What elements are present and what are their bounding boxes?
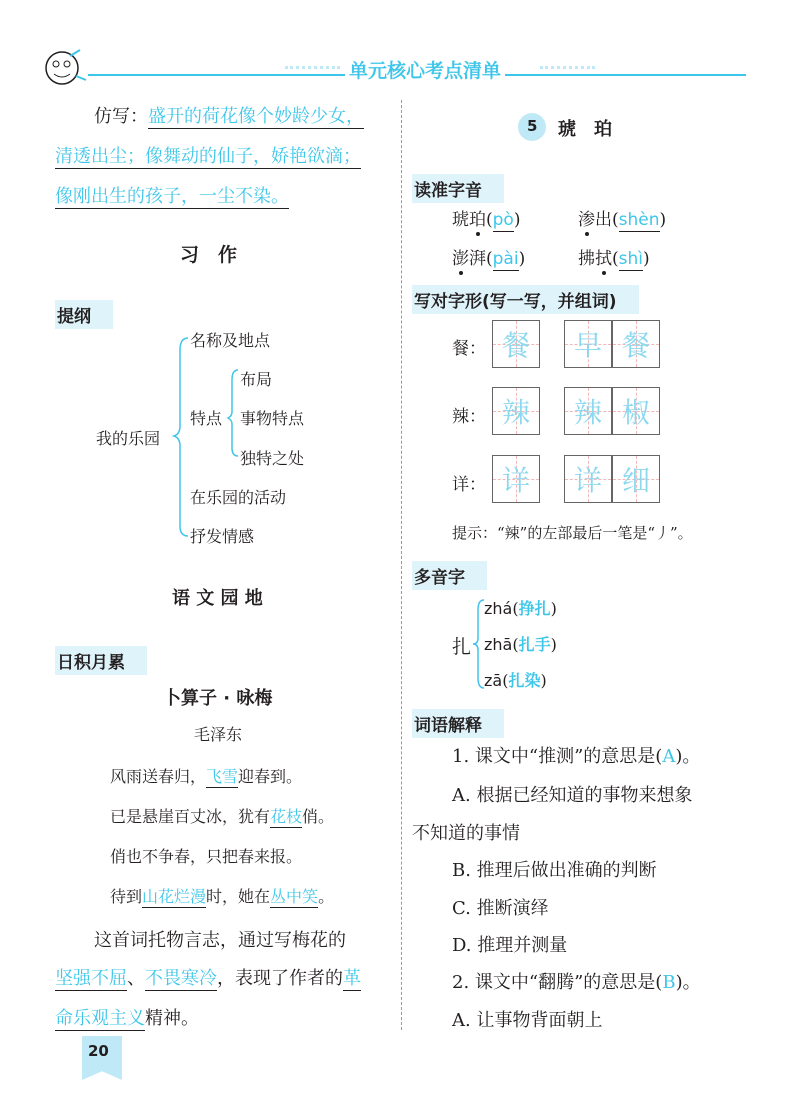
poem-title: 卜算子 · 咏梅	[163, 688, 273, 709]
poly-tag: 多音字	[412, 561, 487, 590]
pron-item-3: 澎湃(pài)	[452, 249, 526, 269]
poly-reading-3: zā(扎染)	[484, 671, 547, 690]
pron-item-4: 拂拭(shì)	[578, 249, 650, 269]
outline-branch-2: 特点	[190, 409, 223, 428]
poly-reading-1: zhá(挣扎)	[484, 599, 557, 618]
header-dots-right	[540, 66, 595, 69]
outline-branch-2b: 事物特点	[240, 409, 305, 428]
hint: 提示：“辣”的左部最后一笔是“丿”。	[452, 524, 693, 542]
mascot-icon	[40, 46, 90, 88]
write-grid-cell: 餐	[492, 320, 540, 368]
poly-reading-2: zhā(扎手)	[484, 635, 557, 654]
outline-branch-3: 在乐园的活动	[190, 488, 287, 507]
poem-author: 毛泽东	[194, 725, 243, 744]
write-grid-cell: 细	[612, 455, 660, 503]
write-row-label: 详：	[452, 475, 486, 495]
outline-branch-2a: 布局	[240, 370, 273, 389]
poem-line-3: 俏也不争春，只把春来报。	[110, 847, 303, 866]
q1-option-b: B. 推理后做出准确的判断	[452, 860, 657, 881]
q1-option-c: C. 推断演绎	[452, 898, 549, 919]
question-2: 2. 课文中“翻腾”的意思是(B)。	[452, 972, 701, 993]
write-grid-cell: 详	[564, 455, 612, 503]
outline-root: 我的乐园	[96, 429, 161, 448]
question-1: 1. 课文中“推测”的意思是(A)。	[452, 746, 701, 767]
write-grid-cell: 详	[492, 455, 540, 503]
poem-line-1: 风雨送春归，飞雪迎春到。	[110, 767, 303, 786]
summary-line-1: 这首词托物言志，通过写梅花的	[94, 930, 346, 951]
poem-line-4: 待到山花烂漫时，她在丛中笑。	[110, 887, 335, 906]
column-divider	[401, 100, 402, 1030]
page-number: 20	[88, 1042, 109, 1060]
write-grid-cell: 辣	[564, 387, 612, 435]
q2-option-a: A. 让事物背面朝上	[452, 1010, 603, 1031]
outline-branch-2c: 独特之处	[240, 449, 305, 468]
q1-option-a-line-2: 不知道的事情	[412, 823, 520, 844]
write-tag: 写对字形(写一写，并组词)	[412, 285, 639, 314]
daily-tag: 日积月累	[55, 646, 147, 675]
pron-item-1: 琥珀(pò)	[452, 210, 521, 230]
outline-tag: 提纲	[55, 300, 113, 329]
pron-item-2: 渗出(shèn)	[578, 210, 667, 230]
poem-line-2: 已是悬崖百丈冰，犹有花枝俏。	[110, 807, 335, 826]
poly-char: 扎	[452, 636, 472, 658]
lesson-title: 琥 珀	[558, 119, 612, 140]
header-dots-left	[285, 66, 340, 69]
header-title: 单元核心考点清单	[345, 56, 505, 83]
write-grid-cell: 椒	[612, 387, 660, 435]
outline-braces	[170, 330, 250, 550]
pron-tag: 读准字音	[412, 174, 504, 203]
write-row-label: 辣：	[452, 407, 486, 427]
writing-title: 习 作	[180, 244, 238, 266]
vocab-tag: 词语解释	[412, 709, 504, 738]
write-row-label: 餐：	[452, 339, 486, 359]
write-grid-cell: 餐	[612, 320, 660, 368]
write-grid-cell: 早	[564, 320, 612, 368]
imitation-line-3: 像刚出生的孩子，一尘不染。	[55, 186, 289, 207]
imitation-line-1: 仿写：盛开的荷花像个妙龄少女，	[94, 106, 364, 127]
summary-line-2: 坚强不屈、不畏寒冷，表现了作者的革	[55, 968, 361, 989]
write-grid-cell: 辣	[492, 387, 540, 435]
lesson-number: 5	[527, 117, 538, 135]
outline-branch-1: 名称及地点	[190, 331, 271, 350]
summary-line-3: 命乐观主义精神。	[55, 1008, 199, 1029]
imitation-line-2: 清透出尘；像舞动的仙子，娇艳欲滴；	[55, 146, 361, 167]
q1-option-a-line-1: A. 根据已经知道的事物来想象	[452, 785, 693, 806]
q1-option-d: D. 推理并测量	[452, 935, 568, 956]
outline-branch-4: 抒发情感	[190, 527, 255, 546]
garden-title: 语 文 园 地	[172, 588, 263, 609]
